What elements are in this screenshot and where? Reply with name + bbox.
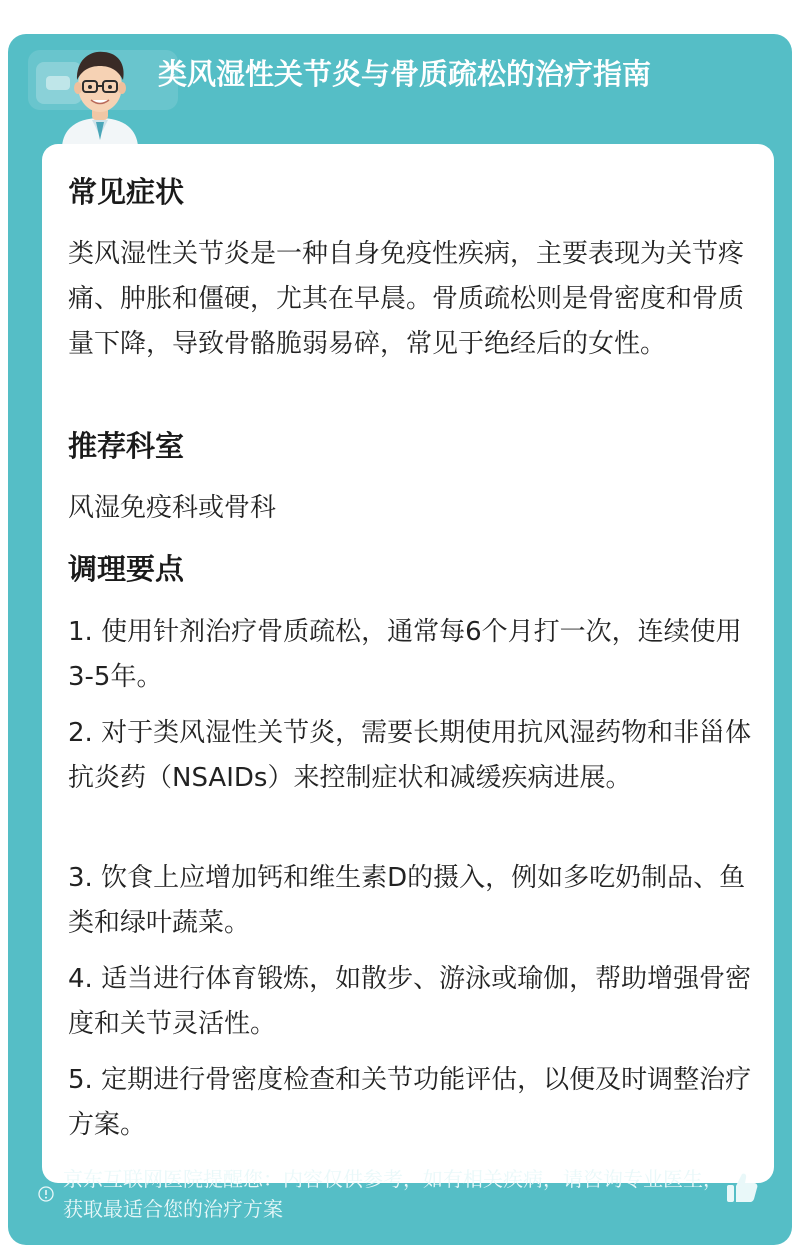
guide-card-frame — [8, 34, 792, 1245]
section-title-care-tips: 调理要点 — [68, 552, 185, 586]
care-tip-1: 1. 使用针剂治疗骨质疏松，通常每6个月打一次，连续使用3-5年。 — [68, 617, 742, 692]
care-tip-2: 2. 对于类风湿性关节炎，需要长期使用抗风湿药物和非甾体抗炎药（NSAIDs）来控制症状和减缓疾病进展。 — [68, 718, 752, 793]
care-tip-4: 4. 适当进行体育锻炼，如散步、游泳或瑜伽，帮助增强骨密度和关节灵活性。 — [68, 964, 752, 1039]
care-tip-3: 3. 饮食上应增加钙和维生素D的摄入，例如多吃奶制品、鱼类和绿叶蔬菜。 — [68, 863, 746, 938]
page-title: 类风湿性关节炎与骨质疏松的治疗指南 — [158, 57, 652, 91]
care-tip-5: 5. 定期进行骨密度检查和关节功能评估，以便及时调整治疗方案。 — [68, 1065, 752, 1140]
disclaimer-text: 京东互联网医院提醒您：内容仅供参考，如有相关疾病，请咨询专业医生，获取最适合您的治疗方案 — [63, 1167, 723, 1221]
thumbs-up-icon[interactable] — [724, 1170, 760, 1206]
department-text: 风湿免疫科或骨科 — [68, 493, 277, 523]
section-title-department: 推荐科室 — [68, 429, 185, 463]
info-circle-icon — [38, 1186, 54, 1202]
symptoms-text: 类风湿性关节炎是一种自身免疫性疾病，主要表现为关节疼痛、肿胀和僵硬，尤其在早晨。骨质疏松则是骨密度和骨质量下降，导致骨骼脆弱易碎，常见于绝经后的女性。 — [68, 239, 745, 359]
section-title-symptoms: 常见症状 — [68, 175, 185, 209]
content-card — [42, 144, 774, 1183]
doctor-avatar-icon — [52, 40, 148, 146]
